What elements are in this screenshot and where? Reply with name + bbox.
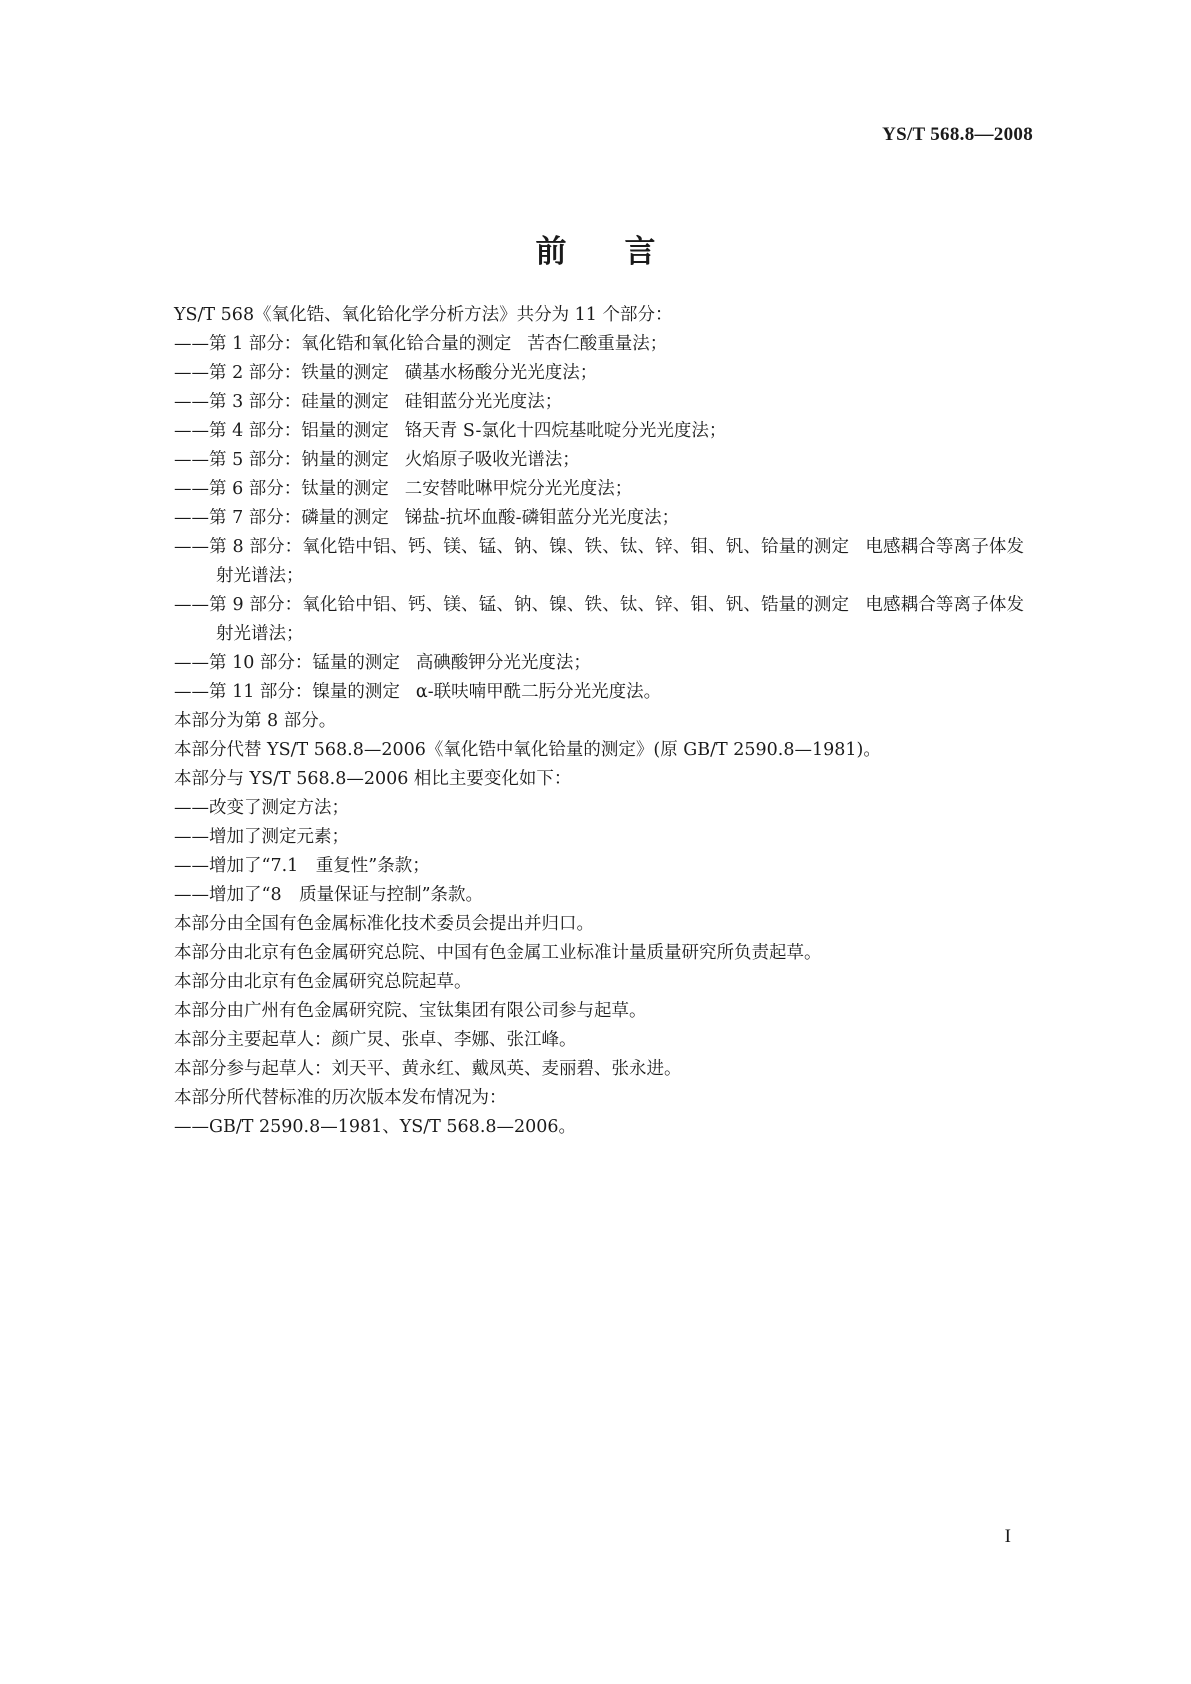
foreword-body: [174, 301, 1024, 1142]
main-drafters-statement: 本部分主要起草人：颜广炅、张卓、李娜、张江峰。: [174, 1030, 577, 1050]
part-list-item-4: ——第 4 部分：铝量的测定 铬天青 S-氯化十四烷基吡啶分光光度法；: [174, 421, 727, 441]
standard-code-header: YS/T 568.8—2008: [882, 124, 1033, 145]
part-list-item-11: ——第 11 部分：镍量的测定 α-联呋喃甲酰二肟分光光度法。: [174, 682, 662, 702]
part-list-item-6: ——第 6 部分：钛量的测定 二安替吡啉甲烷分光光度法；: [174, 479, 633, 499]
change-item-3: ——增加了“7.1 重复性”条款；: [174, 856, 430, 876]
page-title: [0, 226, 1191, 271]
part-list-item-7: ——第 7 部分：磷量的测定 锑盐-抗坏血酸-磷钼蓝分光光度法；: [174, 508, 680, 528]
part-list-item-5: ——第 5 部分：钠量的测定 火焰原子吸收光谱法；: [174, 450, 580, 470]
responsible-drafting-statement: 本部分由北京有色金属研究总院、中国有色金属工业标准计量质量研究所负责起草。: [174, 943, 822, 963]
history-item: ——GB/T 2590.8—1981、YS/T 568.8—2006。: [174, 1117, 577, 1137]
drafted-by-statement: 本部分由北京有色金属研究总院起草。: [174, 972, 472, 992]
change-item-1: ——改变了测定方法；: [174, 798, 349, 818]
participating-drafters-statement: 本部分参与起草人：刘天平、黄永红、戴凤英、麦丽碧、张永进。: [174, 1059, 682, 1079]
this-part-statement: 本部分为第 8 部分。: [174, 711, 337, 731]
proposed-by-statement: 本部分由全国有色金属标准化技术委员会提出并归口。: [174, 914, 594, 934]
part-list-item-8: ——第 8 部分：氧化锆中铝、钙、镁、锰、钠、镍、铁、钛、锌、钼、钒、铪量的测定 电感耦合等离子体发射光谱法；: [174, 537, 1024, 586]
changes-intro: 本部分与 YS/T 568.8—2006 相比主要变化如下：: [174, 769, 572, 789]
part-list-item-10: ——第 10 部分：锰量的测定 高碘酸钾分光光度法；: [174, 653, 591, 673]
history-intro: 本部分所代替标准的历次版本发布情况为：: [174, 1088, 507, 1108]
change-item-4: ——增加了“8 质量保证与控制”条款。: [174, 885, 484, 905]
change-item-2: ——增加了测定元素；: [174, 827, 349, 847]
part-list-item-1: ——第 1 部分：氧化锆和氧化铪合量的测定 苦杏仁酸重量法；: [174, 334, 668, 354]
participated-statement: 本部分由广州有色金属研究院、宝钛集团有限公司参与起草。: [174, 1001, 647, 1021]
intro-paragraph: YS/T 568《氧化锆、氧化铪化学分析方法》共分为 11 个部分：: [174, 305, 673, 325]
replaces-statement: 本部分代替 YS/T 568.8—2006《氧化锆中氧化铪量的测定》(原 GB/T 2590.8—1981)。: [174, 740, 881, 760]
title-char-1: 前: [535, 234, 567, 270]
title-char-2: 言: [624, 234, 656, 270]
part-list-item-2: ——第 2 部分：铁量的测定 磺基水杨酸分光光度法；: [174, 363, 598, 383]
part-list-item-9: ——第 9 部分：氧化铪中铝、钙、镁、锰、钠、镍、铁、钛、锌、钼、钒、锆量的测定 电感耦合等离子体发射光谱法；: [174, 595, 1024, 644]
page-number: I: [1004, 1526, 1011, 1547]
part-list-item-3: ——第 3 部分：硅量的测定 硅钼蓝分光光度法；: [174, 392, 563, 412]
